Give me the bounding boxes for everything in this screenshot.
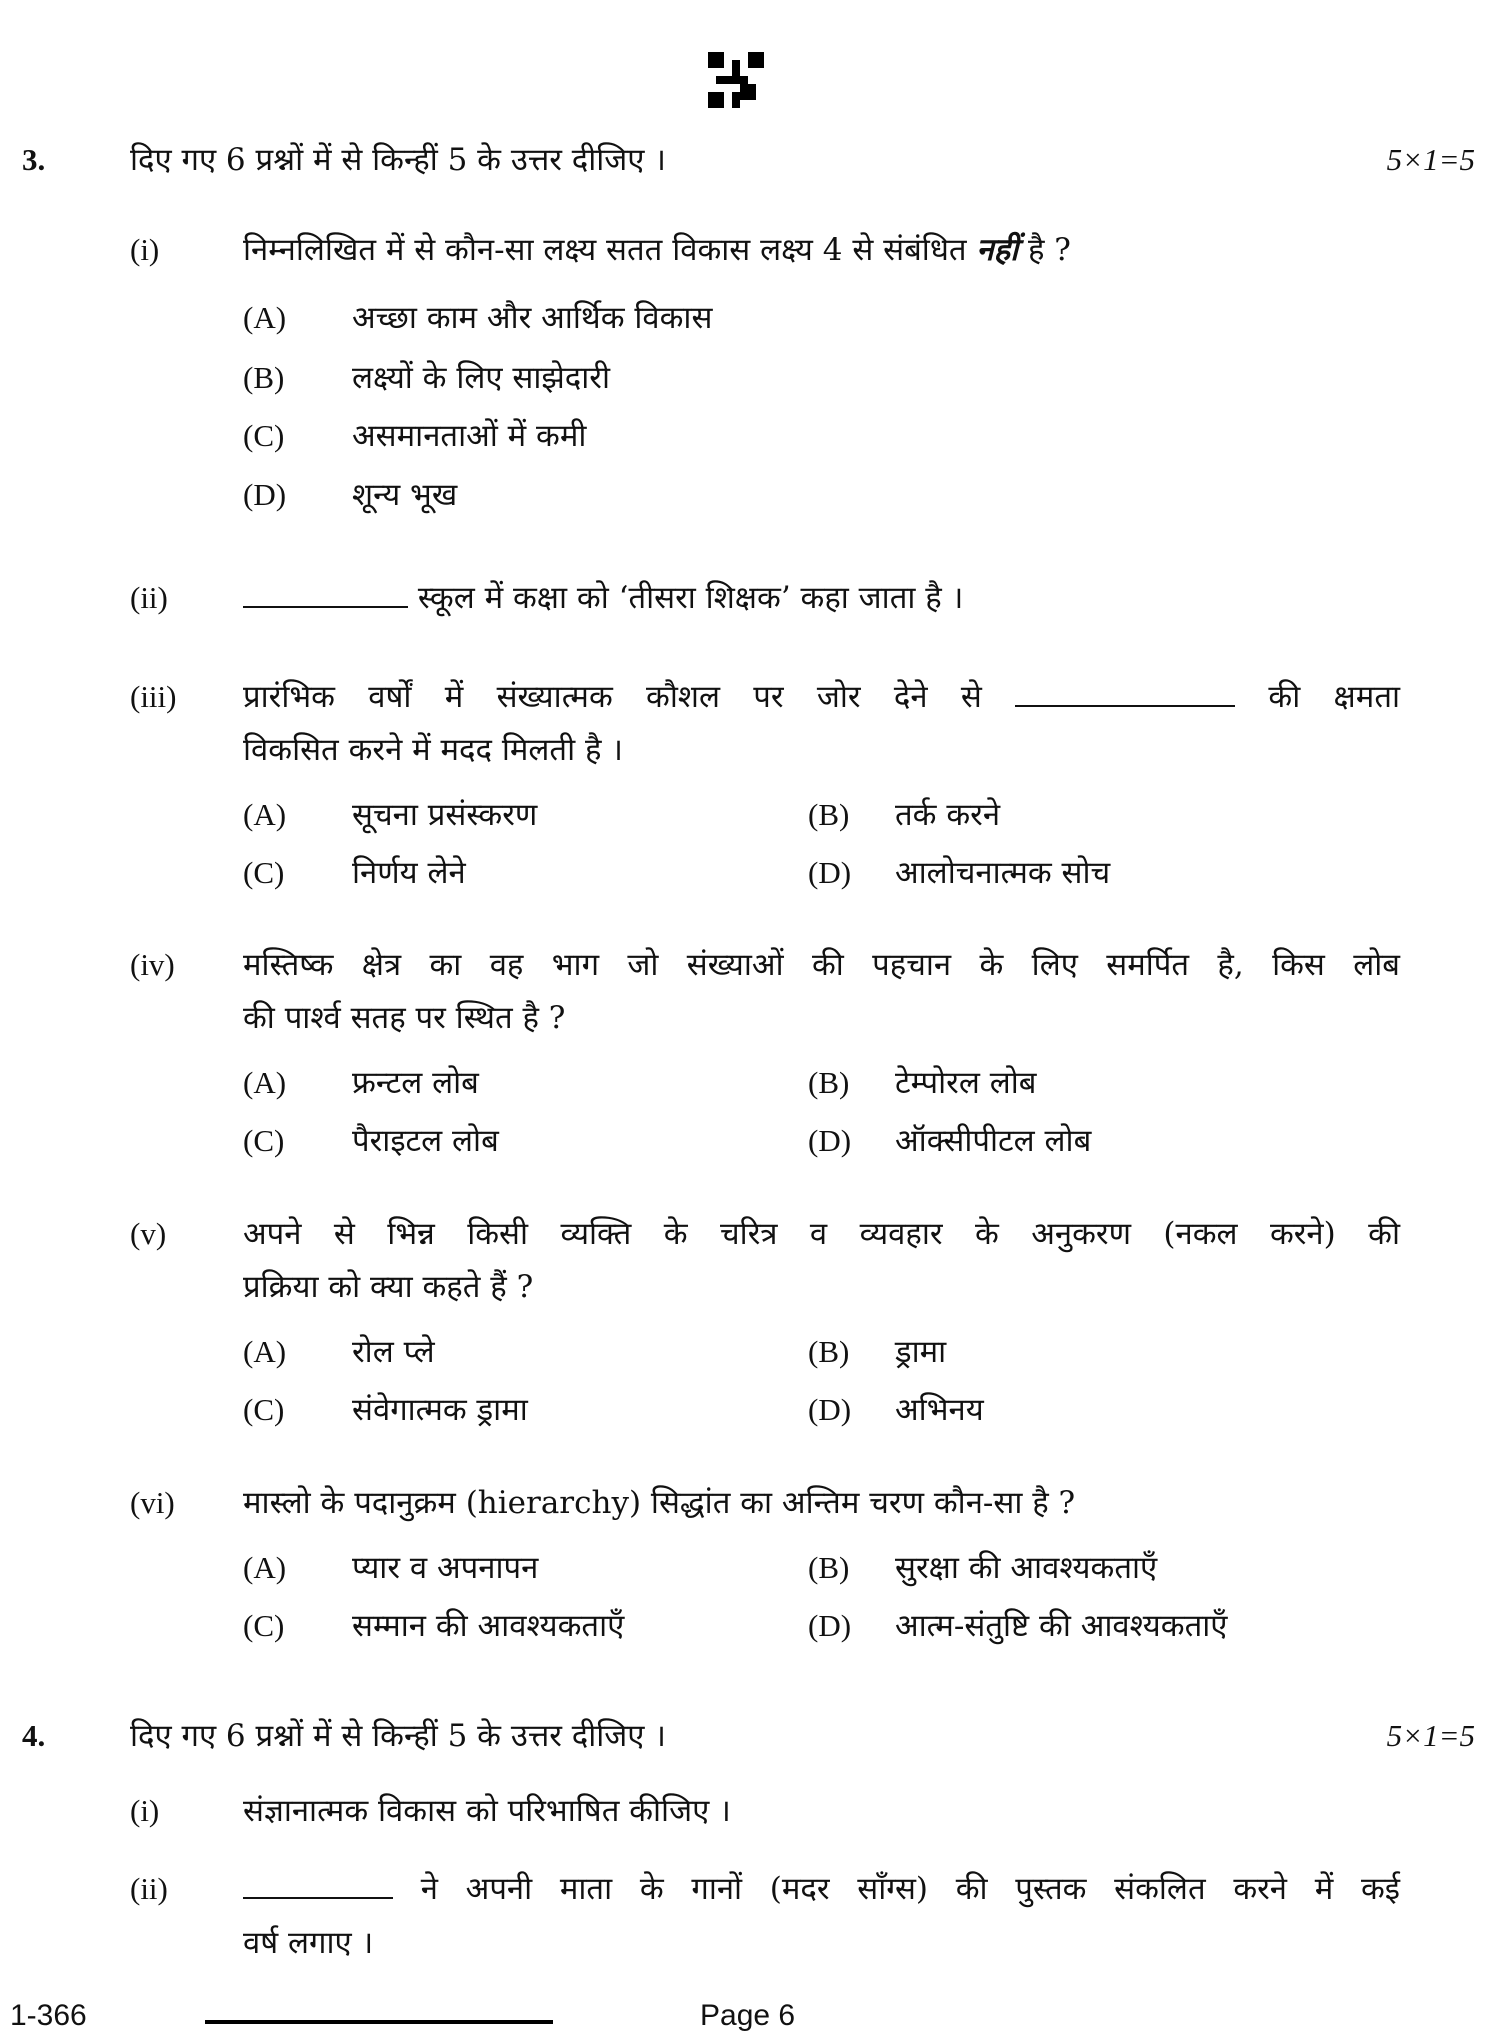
q3-v-option-b-label: (B) — [808, 1334, 850, 1369]
q3-vi-option-c-label: (C) — [243, 1608, 285, 1643]
q3-vi-option-c: सम्मान की आवश्यकताएँ — [352, 1608, 625, 1644]
q3-ii-label: (ii) — [130, 580, 168, 615]
q3-vi-text: मास्लो के पदानुक्रम (hierarchy) सिद्धांत का अन्तिम चरण कौन-सा है ? — [243, 1485, 1076, 1521]
q3-i-option-c: असमानताओं में कमी — [352, 418, 587, 454]
q3-i-option-d: शून्य भूख — [352, 477, 458, 513]
footer-divider — [205, 2020, 553, 2024]
qr-code — [708, 52, 764, 108]
q3-i-option-b: लक्ष्यों के लिए साझेदारी — [352, 360, 611, 396]
q3-iii-line2: विकसित करने में मदद मिलती है । — [243, 732, 624, 768]
q3-iii-option-a-label: (A) — [243, 797, 287, 832]
q3-iv-option-b: टेम्पोरल लोब — [895, 1065, 1037, 1101]
q3-iv-label: (iv) — [130, 947, 175, 982]
q3-i-emphasis: नहीं — [976, 232, 1019, 268]
q3-ii-text-body: स्कूल में कक्षा को ‘तीसरा शिक्षक’ कहा जाता है । — [417, 580, 964, 616]
q3-vi-option-b-label: (B) — [808, 1550, 850, 1585]
q4-i-label: (i) — [130, 1793, 160, 1828]
q3-iv-option-d: ऑक्सीपीटल लोब — [895, 1123, 1092, 1159]
q3-v-option-c-label: (C) — [243, 1392, 285, 1427]
q4-ii-line2: वर्ष लगाए । — [243, 1925, 374, 1961]
q3-iii-option-c: निर्णय लेने — [352, 855, 466, 891]
page-number: Page 6 — [700, 1999, 796, 2032]
q3-iii-line1-pre: प्रारंभिक वर्षों में संख्यात्मक कौशल पर जोर देने से — [243, 679, 982, 715]
q3-iv-line1: मस्तिष्क क्षेत्र का वह भाग जो संख्याओं की पहचान के लिए समर्पित है, किस लोब — [243, 947, 1400, 983]
q3-i-text — [243, 230, 1071, 270]
q3-iii-line1 — [243, 677, 1400, 717]
q4-i-text: संज्ञानात्मक विकास को परिभाषित कीजिए । — [243, 1793, 731, 1829]
question-4-instruction: दिए गए 6 प्रश्नों में से किन्हीं 5 के उत्तर दीजिए । — [130, 1718, 667, 1754]
q3-i-option-b-label: (B) — [243, 360, 285, 395]
q3-vi-option-a-label: (A) — [243, 1550, 287, 1585]
q3-iii-option-d: आलोचनात्मक सोच — [895, 855, 1111, 891]
q3-vi-option-d-label: (D) — [808, 1608, 852, 1643]
q3-iii-label: (iii) — [130, 679, 177, 714]
question-3-instruction: दिए गए 6 प्रश्नों में से किन्हीं 5 के उत्तर दीजिए । — [130, 142, 667, 178]
q4-ii-line1-text: ने अपनी माता के गानों (मदर सॉंग्स) की पुस्तक संकलित करने में कई — [420, 1871, 1400, 1907]
fill-blank — [243, 1875, 393, 1899]
q3-v-line1: अपने से भिन्न किसी व्यक्ति के चरित्र व व्यवहार के अनुकरण (नकल करने) की — [243, 1216, 1400, 1252]
q3-v-line2: प्रक्रिया को क्या कहते हैं ? — [243, 1269, 534, 1305]
q3-i-text-pre: निम्नलिखित में से कौन-सा लक्ष्य सतत विकास लक्ष्य 4 से संबंधित — [243, 232, 977, 268]
q3-iv-option-a-label: (A) — [243, 1065, 287, 1100]
question-4-number: 4. — [22, 1718, 46, 1753]
q3-i-label: (i) — [130, 232, 160, 267]
q3-i-option-a: अच्छा काम और आर्थिक विकास — [352, 300, 713, 336]
q3-iv-line2: की पार्श्व सतह पर स्थित है ? — [243, 1000, 566, 1036]
q3-vi-option-a: प्यार व अपनापन — [352, 1550, 539, 1586]
q3-v-option-a: रोल प्ले — [352, 1334, 435, 1370]
q3-v-label: (v) — [130, 1216, 167, 1251]
q3-iv-option-d-label: (D) — [808, 1123, 852, 1158]
q3-v-option-d-label: (D) — [808, 1392, 852, 1427]
paper-code: 1-366 — [10, 1999, 87, 2032]
fill-blank — [1015, 683, 1235, 707]
question-3-marks: 5×1=5 — [1386, 142, 1475, 177]
q3-i-option-a-label: (A) — [243, 300, 287, 335]
q3-v-option-a-label: (A) — [243, 1334, 287, 1369]
q3-iii-option-c-label: (C) — [243, 855, 285, 890]
q3-vi-option-d: आत्म-संतुष्टि की आवश्यकताएँ — [895, 1608, 1228, 1644]
q3-iii-option-a: सूचना प्रसंस्करण — [352, 797, 538, 833]
q3-iii-line1-post: की क्षमता — [1268, 679, 1401, 715]
q4-ii-line1 — [243, 1869, 1400, 1909]
question-3-number: 3. — [22, 142, 46, 177]
q3-iv-option-c: पैराइटल लोब — [352, 1123, 499, 1159]
q3-i-option-d-label: (D) — [243, 477, 287, 512]
q3-v-option-c: संवेगात्मक ड्रामा — [352, 1392, 528, 1428]
q3-iv-option-a: फ्रन्टल लोब — [352, 1065, 479, 1101]
q3-i-option-c-label: (C) — [243, 418, 285, 453]
q3-v-option-b: ड्रामा — [895, 1334, 947, 1370]
q3-vi-label: (vi) — [130, 1485, 175, 1520]
q3-vi-option-b: सुरक्षा की आवश्यकताएँ — [895, 1550, 1158, 1586]
question-4-marks: 5×1=5 — [1386, 1718, 1475, 1753]
q3-i-text-post: है ? — [1018, 232, 1071, 268]
q3-v-option-d: अभिनय — [895, 1392, 984, 1428]
q3-iii-option-b-label: (B) — [808, 797, 850, 832]
q3-ii-text — [243, 578, 963, 618]
fill-blank — [243, 584, 408, 608]
q3-iv-option-b-label: (B) — [808, 1065, 850, 1100]
q3-iii-option-d-label: (D) — [808, 855, 852, 890]
q3-iv-option-c-label: (C) — [243, 1123, 285, 1158]
q4-ii-label: (ii) — [130, 1871, 168, 1906]
q3-iii-option-b: तर्क करने — [895, 797, 1001, 833]
